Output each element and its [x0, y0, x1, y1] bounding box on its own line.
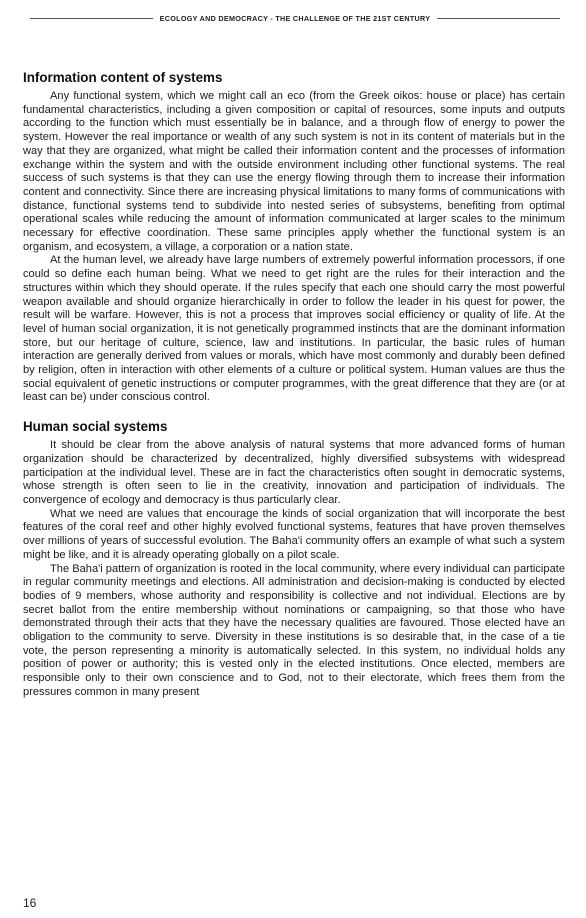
body-paragraph: Any functional system, which we might call an eco (from the Greek oikos: house or place) has certain fundamental characteristics, including a given composition or capital of resources, some inputs and outputs according to the function which must essentially be in balance, and a through flow of energy to power the system. However the real importance or wealth of any such system is not in its content of materials but in the way that they are organized, what might be called their information content and the processes of information exchange within the system and with the outside environment including other functional systems. The real success of such systems is that they can use the energy flowing through them to increase their information content and connectivity. Since there are increasing physical limitations to many forms of communications with distance, functional systems tend to subdivide into nested series of subsystems, benefiting from optimal operational scales while reducing the amount of information communicated at larger scales to the minimum necessary for effective coordination. These same principles apply whether the functional system is an organism, and ecosystem, a village, a corporation or a nation state.: [23, 90, 565, 253]
header-rule-right: [437, 18, 560, 19]
section-heading-human-social-systems: Human social systems: [23, 419, 168, 435]
header-rule-left: [30, 18, 153, 19]
running-title: ECOLOGY AND DEMOCRACY - THE CHALLENGE OF THE 21ST CENTURY: [159, 14, 431, 23]
body-paragraph: It should be clear from the above analysis of natural systems that more advanced forms of human organization should be characterized by decentralized, highly diversified subsystems with widespread participation at the individual level. These are in fact the characteristics often sought in democratic systems, whose strength is often seen to lie in the creativity, innovation and participation of individuals. The convergence of ecology and democracy is thus particularly clear.: [23, 439, 565, 506]
body-paragraph: What we need are values that encourage the kinds of social organization that will incorporate the best features of the coral reef and other highly evolved functional systems, features that have proven themselves over millions of years of successful evolution. The Baha'i community offers an example of what such a system might be like, and it is already operating globally on a pilot scale.: [23, 507, 565, 561]
page-number: 16: [23, 896, 37, 910]
page-body: [23, 70, 565, 700]
running-header: [30, 14, 560, 23]
body-paragraph: At the human level, we already have large numbers of extremely powerful information processors, if one could so define each human being. What we need to get right are the rules for their interaction and the structures within which they should operate. If the rules specify that each one should carry the most powerful weapon available and should organize hierarchically in order to follow the leader in his quest for power, the result will be warfare. However, this is not a process that improves social efficiency or quality of life. At the level of human social organization, it is not genetically programmed instincts that are the dominant information store, but our heritage of culture, science, law and institutions. In particular, the basic rules of human interaction are generally derived from values or morals, which have most commonly and durably been defined by religion, often in interaction with other elements of a culture or political system. Human values are thus the social equivalent of genetic instructions or computer programmes, with the great difference that they are (or at least can be) under conscious control.: [23, 254, 565, 404]
body-paragraph: The Baha'i pattern of organization is rooted in the local community, where every individual can participate in regular community meetings and elections. All administration and decision-making is conducted by elected bodies of 9 members, whose authority and responsibility is collective and not individual. Elections are by secret ballot from the entire membership without nominations or campaigning, so that those who have demonstrated through their acts that they have the necessary qualities are favoured. Those elected have an obligation to the community to serve. Diversity in these institutions is so desirable that, in the case of a tie vote, the person representing a minority is automatically selected. In this system, no individual holds any position of power or authority; this is vested only in the elected institutions. Once elected, members are responsible only to their own conscience and to God, not to their electorate, which frees them from the pressures common in many present: [23, 562, 565, 698]
section-heading-information-content: Information content of systems: [23, 70, 223, 85]
